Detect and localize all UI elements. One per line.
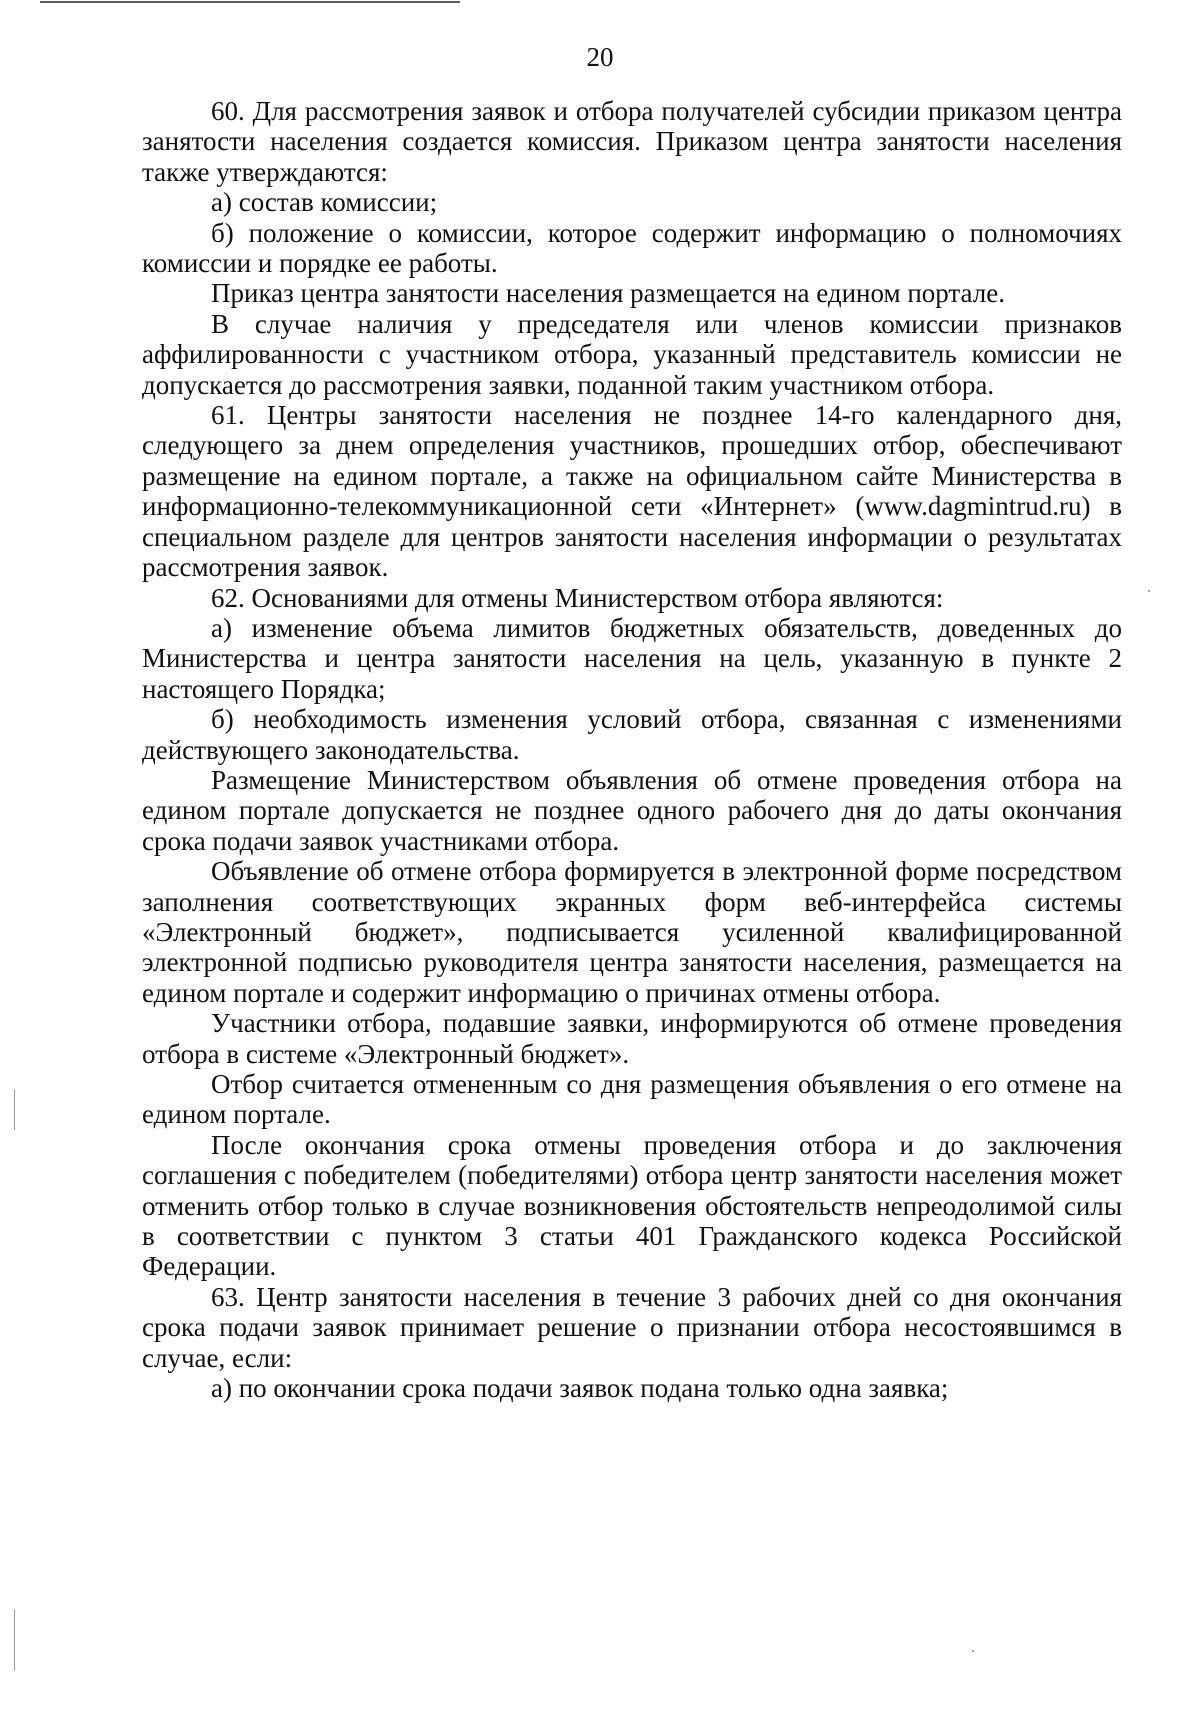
paragraph-60-a: а) состав комиссии; bbox=[211, 187, 438, 218]
scan-edge-mark bbox=[14, 1090, 15, 1130]
scan-speck bbox=[1148, 590, 1150, 592]
paragraph-affiliation: В случае наличия у председателя или членов комиссии признаков аффилированности с участником отбора, указанный представитель комиссии не допускается до рассмотрения заявки, поданной таким участником отбора. bbox=[142, 308, 1122, 400]
paragraph-62: 62. Основаниями для отмены Министерством отбора являются: bbox=[211, 582, 944, 613]
page-number: 20 bbox=[586, 42, 614, 72]
paragraph-63: 63. Центр занятости населения в течение 3 рабочих дней со дня окончания срока подачи заявок принимает решение о признании отбора несостоявшимся в случае, если: bbox=[142, 1281, 1122, 1373]
scan-edge-mark bbox=[14, 1610, 15, 1670]
document-body bbox=[142, 96, 1122, 1403]
paragraph-63-a: а) по окончании срока подачи заявок подана только одна заявка; bbox=[211, 1373, 949, 1404]
paragraph-force-majeure: После окончания срока отмены проведения отбора и до заключения соглашения с победителем (победителями) отбора центр занятости населения может отменить отбор только в случае возникновения обстоятельств непреодолимой силы в соответствии с пунктом 3 статьи 401 Гражданского кодекса Российской Федерации. bbox=[142, 1129, 1122, 1282]
paragraph-62-a: а) изменение объема лимитов бюджетных обязательств, доведенных до Министерства и центра занятости населения на цель, указанную в пункте 2 настоящего Порядка; bbox=[142, 612, 1122, 704]
paragraph-62-b: б) необходимость изменения условий отбора, связанная с изменениями действующего законодательства. bbox=[142, 704, 1122, 765]
paragraph-61: 61. Центры занятости населения не позднее 14-го календарного дня, следующего за днем определения участников, прошедших отбор, обеспечивают размещение на едином портале, а также на официальном сайте Министерства в информационно-телекоммуникационной сети «Интернет» (www.dagmintrud.ru) в специальном разделе для центров занятости населения информации о результатах рассмотрения заявок. bbox=[142, 400, 1122, 583]
scan-speck bbox=[972, 1650, 974, 1652]
paragraph-participants-informed: Участники отбора, подавшие заявки, информируются об отмене проведения отбора в системе «Электронный бюджет». bbox=[142, 1008, 1122, 1069]
paragraph-60: 60. Для рассмотрения заявок и отбора получателей субсидии приказом центра занятости населения создается комиссия. Приказом центра занятости населения также утверждаются: bbox=[142, 96, 1122, 187]
paragraph-60-b: б) положение о комиссии, которое содержит информацию о полномочиях комиссии и порядке ее работы. bbox=[142, 217, 1122, 279]
paragraph-order-placement: Приказ центра занятости населения размещается на едином портале. bbox=[211, 278, 1005, 309]
paragraph-cancel-form: Объявление об отмене отбора формируется в электронной форме посредством заполнения соответствующих экранных форм веб-интерфейса системы «Электронный бюджет», подписывается усиленной квалифицированной электронной подписью руководителя центра занятости населения, размещается на едином портале и содержит информацию о причинах отмены отбора. bbox=[142, 856, 1122, 1008]
paragraph-cancel-announcement: Размещение Министерством объявления об отмене проведения отбора на едином портале допускается не позднее одного рабочего дня до даты окончания срока подачи заявок участниками отбора. bbox=[142, 764, 1122, 856]
paragraph-cancel-date: Отбор считается отмененным со дня размещения объявления о его отмене на едином портале. bbox=[142, 1069, 1122, 1130]
scan-top-border bbox=[40, 1, 460, 3]
